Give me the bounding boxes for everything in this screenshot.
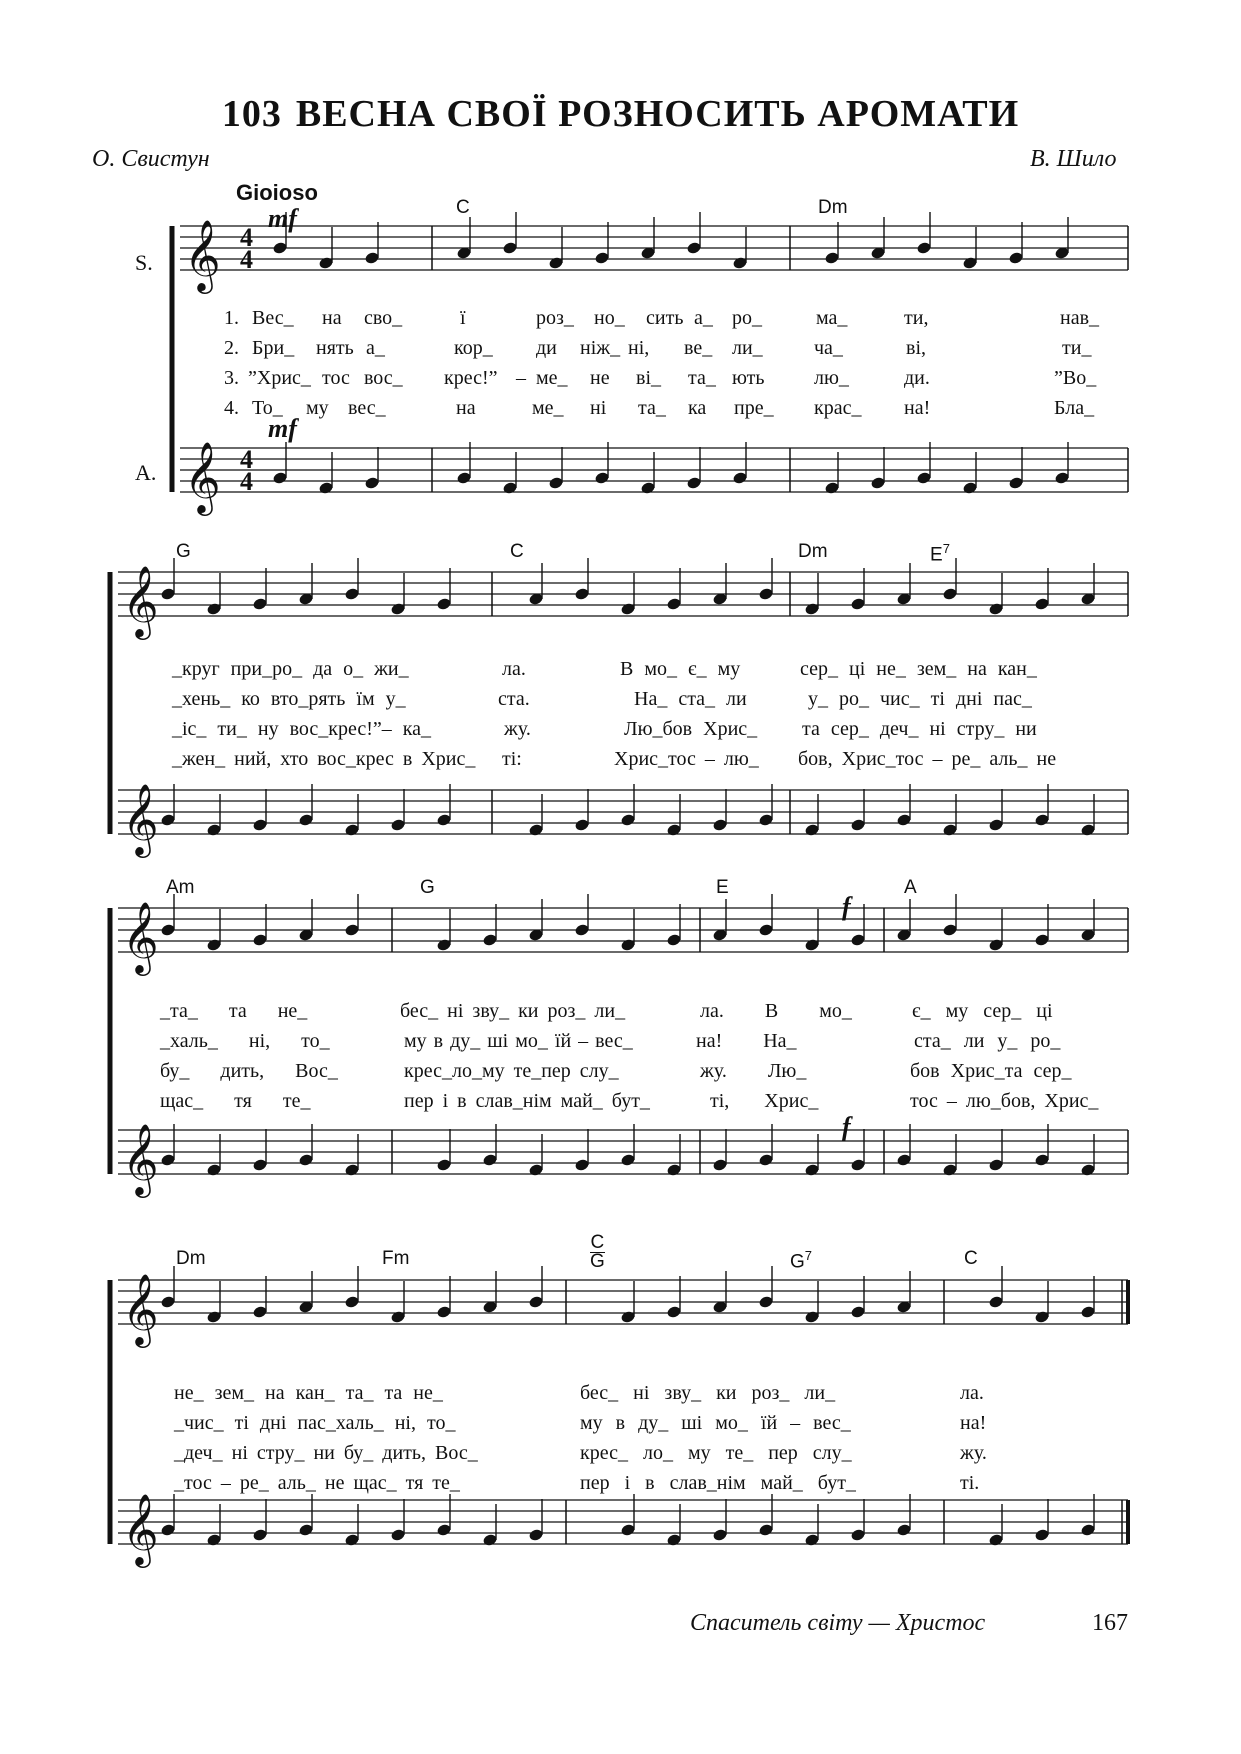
treble-clef-icon: 𝄞: [184, 218, 221, 291]
page-number: 167: [1092, 1610, 1128, 1636]
time-signature: 4: [240, 223, 253, 252]
treble-clef-icon: 𝄞: [122, 564, 159, 637]
lyricist: О. Свистун: [92, 146, 210, 172]
tempo-marking: Gioioso: [236, 180, 318, 205]
chord: $G^7$: [790, 1248, 813, 1273]
chord: $E^7$: [930, 541, 950, 566]
dynamic-f-soprano: f: [842, 892, 851, 921]
treble-clef-icon: 𝄞: [122, 782, 159, 855]
chord: Dm: [176, 1248, 206, 1269]
treble-clef-icon: 𝄞: [122, 1122, 159, 1195]
treble-clef-icon: 𝄞: [122, 900, 159, 973]
chord: Dm: [798, 541, 828, 562]
footer-title: Спаситель світу — Христос: [690, 1610, 986, 1636]
treble-clef-icon: 𝄞: [184, 440, 221, 513]
chord: A: [904, 877, 917, 898]
song-number: 103: [221, 93, 282, 135]
alto-label: A.: [135, 460, 157, 485]
time-signature: 4: [240, 245, 253, 274]
composer: В. Шило: [1030, 146, 1117, 172]
chord: E: [716, 877, 729, 898]
chord: Dm: [818, 197, 848, 218]
treble-clef-icon: 𝄞: [122, 1492, 159, 1565]
chord: C: [510, 541, 524, 562]
dynamic-mf-alto: mf: [268, 414, 297, 443]
time-signature: 4: [240, 445, 253, 474]
soprano-label: S.: [135, 250, 153, 275]
treble-clef-icon: 𝄞: [122, 1272, 159, 1345]
chord: C: [964, 1248, 978, 1269]
chord: G: [420, 877, 435, 898]
chord: Am: [166, 877, 195, 898]
chord: Fm: [382, 1248, 410, 1269]
chord: G: [176, 541, 191, 562]
dynamic-mf-soprano: mf: [268, 204, 297, 233]
song-title: ВЕСНА СВОЇ РОЗНОСИТЬ АРОМАТИ: [295, 93, 1020, 135]
chord: C: [456, 197, 470, 218]
time-signature: 4: [240, 467, 253, 496]
slash-chord: C G: [590, 1232, 605, 1272]
dynamic-f-alto: f: [842, 1112, 851, 1141]
